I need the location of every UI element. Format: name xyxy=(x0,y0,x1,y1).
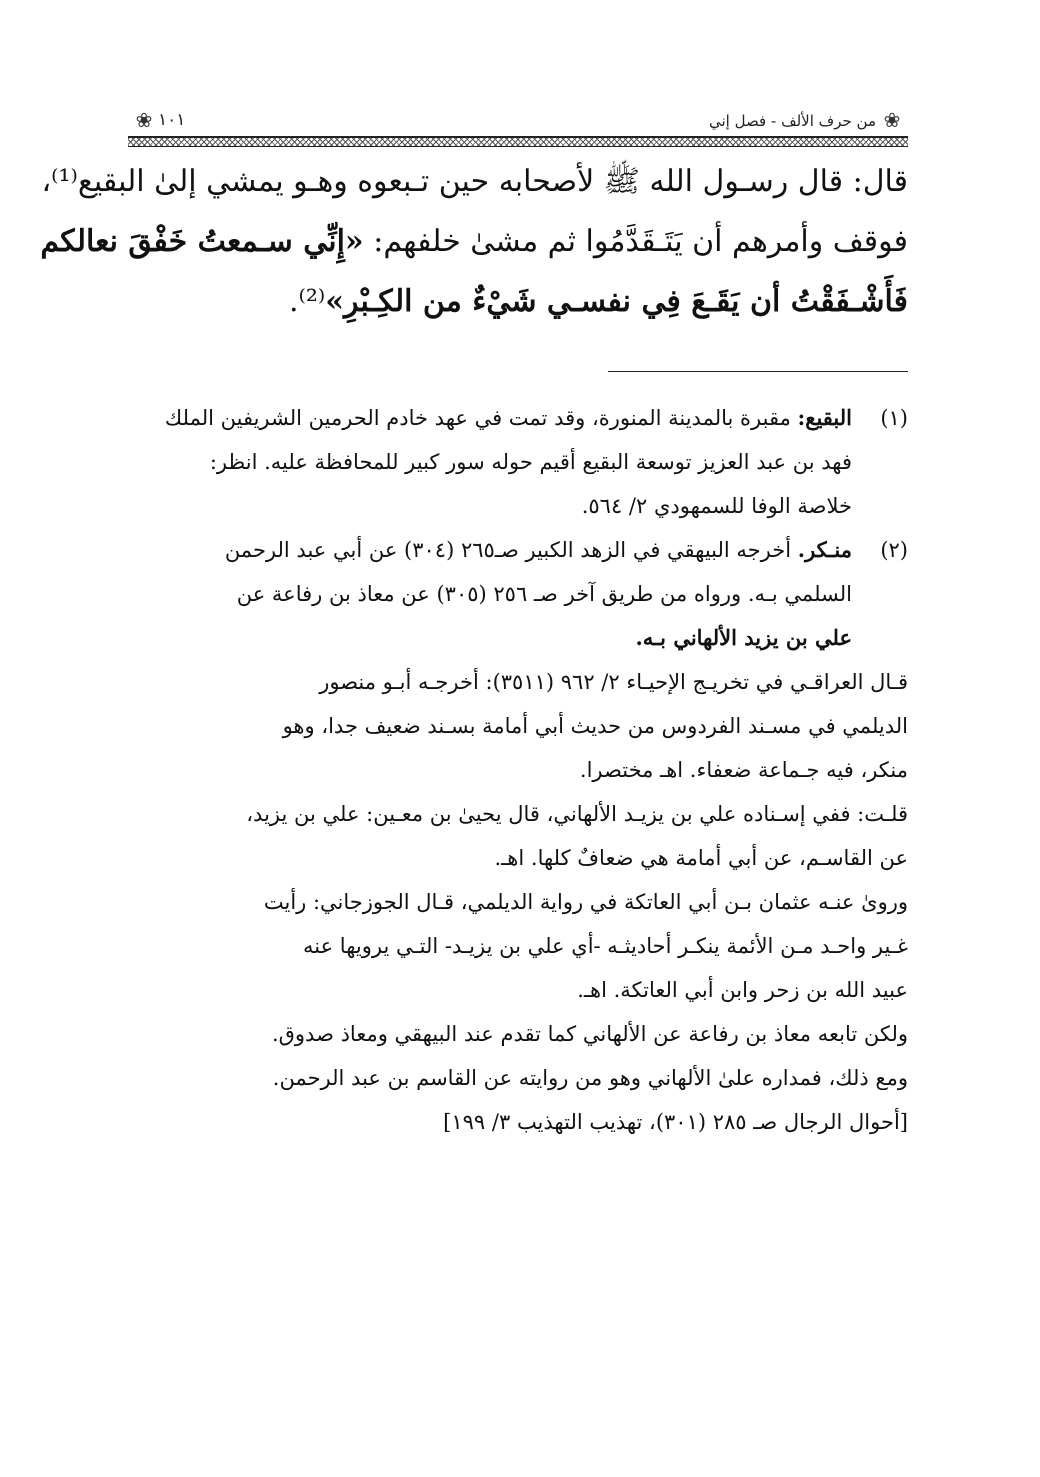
ornament-icon: ❀ xyxy=(135,108,153,132)
footnote-number: (٢) xyxy=(880,538,908,562)
footnote-line: فهد بن عبد العزيز توسعة البقيع أقيم حوله سور كبير للمحافظة عليه. انظر: xyxy=(209,450,852,474)
hadith-text: فَأَشْـفَقْتُ أن يَقَـعَ فِي نفسـي شَيْءٌ من الكِـبْرِ» xyxy=(325,284,908,319)
header-title: من حرف الألف - فصل إني xyxy=(708,112,876,130)
footnote-line: خلاصة الوفا للسمهودي ٢/ ٥٦٤. xyxy=(581,494,852,518)
footnote-lead: البقيع: xyxy=(797,405,852,430)
footnote-line: قـال العراقـي في تخريـج الإحيـاء ٢/ ٩٦٢ (٣٥١١): أخرجـه أبـو منصور xyxy=(319,670,908,694)
footnote-line: الديلمي في مسـند الفردوس من حديث أبي أمامة بسـند ضعيف جدا، وهو xyxy=(282,714,908,738)
footnote-1 xyxy=(128,396,908,528)
ornament-icon: ❀ xyxy=(883,108,901,132)
hadith-text: «إِنِّي سـمعتُ خَفْقَ نعالكم xyxy=(40,224,364,259)
footnote-2 xyxy=(128,528,908,660)
footnote-line: السلمي بـه. ورواه من طريق آخر صـ ٢٥٦ (٣٠٥) عن معاذ بن رفاعة عن xyxy=(236,582,852,606)
footnote-text: مقبرة بالمدينة المنورة، وقد تمت في عهد خادم الحرمين الشريفين الملك xyxy=(164,406,791,430)
footnote-body xyxy=(128,528,852,660)
footnote-paragraph xyxy=(128,792,908,880)
main-line xyxy=(40,212,908,272)
main-line: قال: قال رسـول الله ﷺ لأصحابه حين تـبعوه وهـو يمشي إلىٰ البقيع⁽¹⁾، xyxy=(41,164,908,199)
header-rule xyxy=(128,136,908,147)
footnote-line: ورویٰ عنـه عثمان بـن أبي العاتكة في رواية الديلمي، قـال الجوزجاني: رأيت xyxy=(263,890,908,914)
main-text xyxy=(40,152,908,332)
page-number: ١٠١ xyxy=(158,110,186,130)
footnote-line xyxy=(128,528,852,572)
footnote-line: قلـت: ففي إسـناده علي بن يزيـد الألهاني، قال يحيىٰ بن معـين: علي بن يزيد، xyxy=(246,802,908,826)
footnote-separator xyxy=(608,371,908,372)
footnote-text: أخرجه البيهقي في الزهد الكبير صـ٢٦٥ (٣٠٤) عن أبي عبد الرحمن xyxy=(224,538,792,562)
footnote-paragraph xyxy=(128,880,908,1012)
footnote-paragraph xyxy=(128,660,908,792)
reference-citation: [أحوال الرجال صـ ٢٨٥ (٣٠١)، تهذيب التهذيب ٣/ ١٩٩] xyxy=(443,1110,908,1134)
footnote-line: عن القاسـم، عن أبي أمامة هي ضعافٌ كلها. اهـ. xyxy=(494,846,908,870)
footnote-line: ولكن تابعه معاذ بن رفاعة عن الألهاني كما تقدم عند البيهقي ومعاذ صدوق. xyxy=(271,1022,908,1046)
footnote-line: علي بن يزيد الألهاني بـه. xyxy=(635,625,852,650)
footnote-line xyxy=(128,396,852,440)
footnote-body xyxy=(128,396,852,528)
footnote-number: (١) xyxy=(880,406,908,430)
main-line-part: فوقف وأمرهم أن يَتَـقَدَّمُوا ثم مشىٰ خلفهم: xyxy=(373,224,908,259)
footnote-paragraph xyxy=(128,1012,908,1144)
footnote-line: عبيد الله بن زحر وابن أبي العاتكة. اهـ. xyxy=(577,978,908,1002)
footnote-lead: منـكر. xyxy=(797,537,852,562)
footnotes xyxy=(128,396,908,1144)
footnote-line: منكر، فيه جـماعة ضعفاء. اهـ مختصرا. xyxy=(579,758,908,782)
running-header xyxy=(128,104,908,144)
footnote-line: غـير واحـد مـن الأئمة ينكـر أحاديثـه -أي علي بن يزيـد- التـي يرويها عنه xyxy=(303,934,908,958)
main-line xyxy=(128,272,908,332)
footnote-line: ومع ذلك، فمداره علىٰ الألهاني وهو من روايته عن القاسم بن عبد الرحمن. xyxy=(272,1066,908,1090)
footnote-ref: ⁽²⁾. xyxy=(288,284,326,319)
